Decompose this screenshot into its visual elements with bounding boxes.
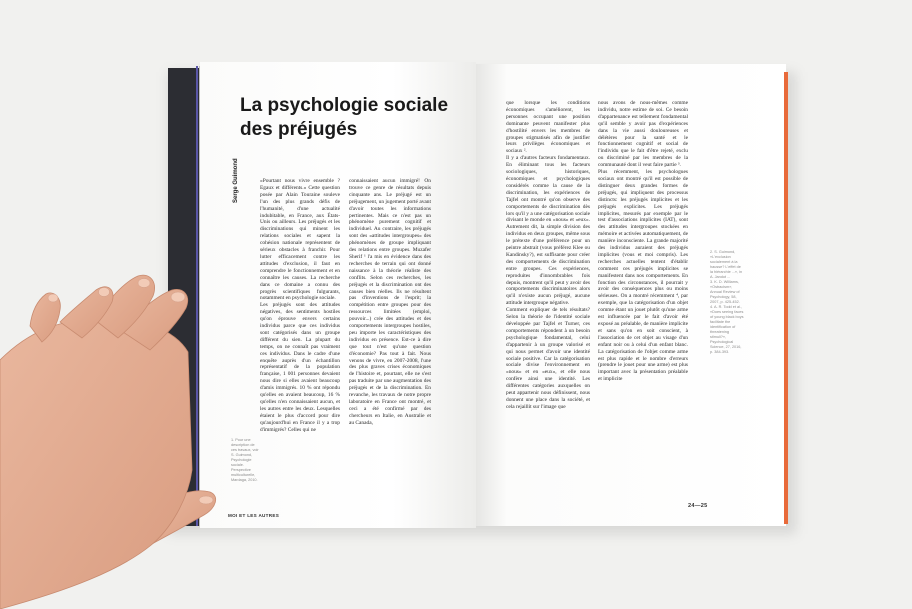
author-name: Serge Guimond [233, 158, 239, 203]
palm [0, 318, 192, 609]
article-title: La psychologie sociale des préjugés [240, 95, 449, 140]
right-column-1: que lorsque les conditions économiques s'améliorent, les personnes occupant une position dominante peuvent manifester plus d'hostilité envers les membres de groupes stigmatisés afin de justifier leurs privilèges économiques et sociaux ². Il y a d'autres facteurs fondamentaux. En éliminant tous les facteurs sociologiques, historiques, économiques et psychologiques considérés comme la cause de la discrimination, les expériences de Tajfel ont montré qu'on observe des comportements de discrimination dès lors qu'il y a une catégorisation sociale divisant le monde en «nous» et «eux». Autrement dit, la simple division des individus en deux groupes, même sous le prétexte d'une préférence pour un peintre abstrait (vous préférez Klee ou Kandinsky?), est suffisante pour créer des comportements de discrimination entre groupes. Ces expériences, reproduites d'innombrables fois depuis, montrent qu'il peut y avoir des comportements discriminatoires alors qu'il n'existe aucun préjugé, aucune attitude intergroupe négative. Comment expliquer de tels résultats? Selon la théorie de l'identité sociale développée par Tajfel et Turner, ces comportements répondent à un besoin psychologique fondamental, celui d'appartenir à un groupe valorisé et qui nous permet d'avoir une identité sociale positive. Car la catégorisation sociale divise l'environnement en «nous» et en «eux», et elle nous confère ainsi une identité. Les différentes catégories auxquelles on peut appartenir nous définissent, nous donnent une place dans la société, et cela rejaillit sur l'image que [506, 100, 590, 410]
ring-finger [60, 287, 113, 338]
pinky-finger [30, 293, 60, 342]
right-margin-notes: 2. S. Guimond, «L'exclusion socialement à la hausse? L'effet de la hiérarchie ...», in A. Jandot ... 3. K. D. Williams, «Ostracism», Annual Review of Psychology, 58, 2007, p. 425-452. 4. A. R. Todd et al., «Does seeing faces of young black boys facilitate the identification of threatening stimuli?», Psychological Science, 27, 2016, p. 384-393. [710, 250, 744, 354]
right-column-2: nous avons de nous-mêmes comme individu, notre estime de soi. Ce besoin d'appartenance est tellement fondamental qu'il semble y avoir pas d'expériences dans la vie aussi douloureuses et délétères pour la santé et le fonctionnement cognitif et social de l'individu que le fait d'être rejeté, exclu ou discriminé par les membres de la communauté dont il veut faire partie ³. Plus récemment, les psychologues sociaux ont montré qu'il est possible de distinguer deux grandes formes de préjugés, qui impliquent des processus distincts: les préjugés implicites et les préjugés explicites. Les préjugés implicites, mesurés par exemple par le test d'associations implicites (IAT), sont des attitudes intergroupes stockées en mémoire et activées automatiquement, de manière inconsciente. La grande majorité des individus auraient des préjugés implicites (vous et moi compris). Les recherches actuelles tentent d'établir comment ces préjugés implicites se manifestent dans nos comportements. En fonction des circonstances, il pourrait y avoir des conséquences plus ou moins sérieuses. On a montré récemment ⁴, par exemple, que la catégorisation d'un objet comme étant un jouet plutôt qu'une arme est influencée par le fait d'avoir été exposé au préalable, de manière implicite et sans qu'on en soit conscient, à l'association de cet objet au visage d'un enfant noir ou à celui d'un enfant blanc. La catégorisation de l'objet comme arme est plus rapide et le nombre d'erreurs (prendre le jouet pour une arme) est plus important avec la présentation préalable et implicite [598, 100, 688, 383]
left-column-2: connaissaient aucun immigré! On trouve ce genre de résultats depuis cinquante ans. Le préjugé est un préjugement, un jugement porté avant d'avoir toutes les informations pertinentes. Mais ce n'est pas un phénomène purement cognitif et individuel. Au contraire, les préjugés sont des «attitudes intergroupes» des phénomènes de groupe impliquant des relations entre groupes. Muzafer Sherif ¹ l'a mis en évidence dans des recherches de terrain qui ont donné naissance à la théorie réaliste des conflits. Selon ces recherches, les préjugés et la discrimination ont des causes bien réelles. Ils ne résultent pas d'inventions de l'esprit; la compétition entre groupes pour des ressources limitées (emploi, pouvoir...) crée des attitudes et des comportements intergroupes hostiles, peu importe les caractéristiques des individus en présence. Est-ce à dire que tout n'est qu'une question d'économie? Pas tout à fait. Nous venons de vivre, en 2007-2008, l'une des plus graves crises économiques de l'histoire et, pourtant, elle ne s'est pas traduite par une augmentation des préjugés et de la discrimination. En revanche, les travaux de notre propre laboratoire en France ont montré, et ceci a été confirmé par des chercheurs en Italie, en Australie et au Canada, [349, 178, 431, 426]
left-margin-note: 1. Pour une description de ces travaux, voir S. Guimond, Psychologie sociale. Perspective multiculturelle, Mardaga, 2010. [231, 438, 259, 482]
footer-section-title: MOI ET LES AUTRES [228, 513, 280, 518]
page-numbers: 24—25 [688, 503, 708, 509]
page-edge-line [196, 66, 198, 526]
middle-finger [95, 275, 155, 338]
left-column-1: «Pourtant nous vivre ensemble ? Egaux et différents.» Cette question posée par Alain Touraine souleve l'un des plus grands défis de l'humanité, d'une actualité indubitable, en France, aux États-Unis ou ailleurs. Les préjugés et les discriminations qui minent les relations sociales et sapent la cohésion nationale représentent de sérieux obstacles à franchir. Pour lutter efficacement contre les attitudes d'exclusion, il faut en comprendre le fonctionnement et en connaître les causes. La recherche dans ce domaine a connu des progrès scientifiques fulgurants, notamment en psychologie sociale. Les préjugés sont des attitudes négatives, des sentiments hostiles qu'on éprouve envers certains individus parce que ces individus sont catégorisés dans un groupe différent du sien. La plupart du temps, on ne connaît pas vraiment ces individus. Dans le cadre d'une enquête auprès d'un échantillon représentatif de la population française, 1 001 personnes devaient nous dire si elles avaient beaucoup d'amis immigrés. 10 % ont répondu qu'elles en avaient beaucoup, 16 % qu'elles n'en connaissaient aucun, et les autres entre les deux. Lesquelles étaient le plus d'accord pour dire qu'aujourd'hui en France il y a trop d'immigrés? Celles qui ne [260, 178, 340, 433]
orange-page-edge [784, 72, 788, 524]
